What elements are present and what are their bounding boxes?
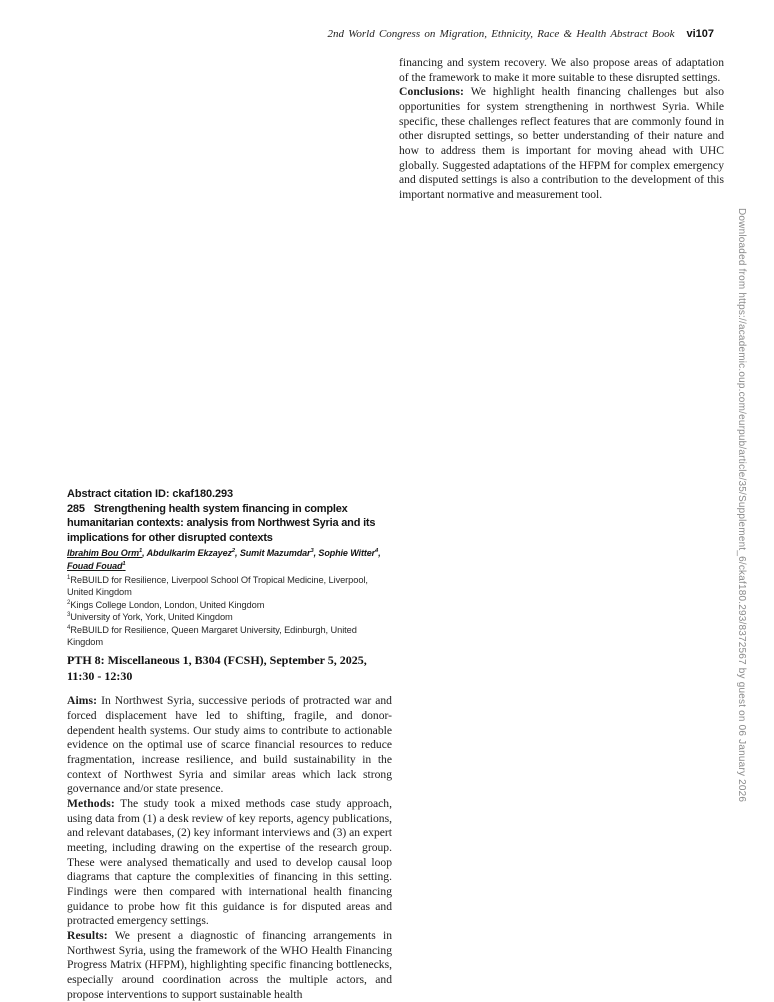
results-label: Results: (67, 928, 108, 942)
abstract-body (67, 694, 392, 1002)
conclusions-label: Conclusions: (399, 85, 464, 99)
author-name: Sumit Mazumdar$^3$ (239, 548, 314, 558)
methods-label: Methods: (67, 797, 115, 811)
left-column (67, 487, 392, 1002)
journal-title: 2nd World Congress on Migration, Ethnicity, Race & Health Abstract Book (327, 28, 675, 40)
author-affiliation-sup: 1 (139, 548, 143, 554)
abstract-title-text: Strengthening health system financing in complex humanitarian contexts: analysis from Northwest Syria and its implications for other disrupted contexts (67, 502, 376, 544)
affiliation-sup: 3 (67, 612, 71, 619)
page-number: vi107 (686, 28, 714, 40)
author-name: Abdulkarim Ekzayez$^2$ (146, 548, 236, 558)
affiliation-sup: 1 (67, 574, 71, 581)
author-name: Sophie Witter$^4$ (318, 548, 379, 558)
methods-text: The study took a mixed methods case study approach, using data from (1) a desk review of key reports, agency publications, and relevant databases, (2) key informant interviews and (3) an expert meeting, including drawing on the expertise of the research group. These were analysed thematically and used to develop causal loop diagrams that capture the complexities of financing in this setting. Findings were then compared with international health financing guidance to probe how fit this guidance is for disputed areas and protracted emergency settings. (67, 797, 392, 928)
affiliation-text: ReBUILD for Resilience, Liverpool School Of Tropical Medicine, Liverpool, United Kingdom (67, 575, 368, 598)
author-separator: , (142, 548, 147, 558)
affiliation-text: Kings College London, London, United Kingdom (70, 599, 265, 610)
download-watermark: Downloaded from https://academic.oup.com/eurpub/article/35/Supplement_6/ckaf180.293/8372567 by guest on 06 January 2026 (736, 208, 747, 803)
affiliation (67, 574, 392, 599)
author-name: Ibrahim Bou Orm$^1$ (67, 548, 143, 558)
author-list (67, 547, 392, 573)
author-separator: , (378, 548, 381, 558)
conclusions-paragraph (399, 85, 724, 202)
affiliation-sup: 2 (67, 599, 71, 606)
abstract-title (67, 502, 392, 546)
continuation-paragraph: financing and system recovery. We also propose areas of adaptation of the framework to make it more suitable to these disrupted settings. (399, 56, 724, 84)
affiliation-sup: 4 (67, 624, 71, 631)
affiliation-list (67, 574, 392, 648)
author-affiliation-sup: 4 (375, 548, 379, 554)
affiliation (67, 599, 392, 611)
abstract-number: 285 (67, 502, 85, 515)
aims-paragraph (67, 694, 392, 797)
author-affiliation-sup: 1 (122, 561, 126, 567)
author-separator: , (235, 548, 240, 558)
conclusions-text: We highlight health financing challenges but also opportunities for system strengthening in northwest Syria. While specific, these challenges reflect features that are commonly found in other disrupted settings, so better understanding of their nature and how to address them is important for moving ahead with UHC globally. Suggested adaptations of the HFPM for complex emergency and disputed settings is also a contribution to the development of this important normative and measurement tool. (399, 85, 724, 201)
affiliation (67, 624, 392, 649)
running-header (327, 24, 714, 42)
affiliation-text: ReBUILD for Resilience, Queen Margaret University, Edinburgh, United Kingdom (67, 624, 357, 648)
author-name: Fouad Fouad$^1$ (67, 561, 126, 571)
author-separator: , (313, 548, 319, 558)
affiliation-text: University of York, York, United Kingdom (70, 612, 233, 623)
methods-paragraph (67, 797, 392, 929)
affiliation (67, 611, 392, 623)
results-paragraph (67, 929, 392, 1002)
session-info: PTH 8: Miscellaneous 1, B304 (FCSH), September 5, 2025, 11:30 - 12:30 (67, 653, 367, 683)
citation-id: Abstract citation ID: ckaf180.293 (67, 488, 234, 500)
author-affiliation-sup: 3 (310, 548, 314, 554)
author-affiliation-sup: 2 (231, 548, 236, 554)
right-column (399, 56, 724, 203)
results-text: We present a diagnostic of financing arrangements in Northwest Syria, using the framework of the WHO Health Financing Progress Matrix (HFPM), highlighting specific financing bottlenecks, especially around coordination across the multiple actors, and propose interventions to support sustainable health (67, 928, 392, 1001)
aims-label: Aims: (67, 694, 98, 708)
aims-text: In Northwest Syria, successive periods of protracted war and forced displacement have led to shifting, fragile, and donor-dependent health systems. Our study aims to contribute to actionable evidence on the optimal use of scarce financial resources to reduce fragmentation, increase resilience, and build sustainability in the context of Northwest Syria and similar areas which lack strong governance and/or state presence. (67, 694, 392, 796)
